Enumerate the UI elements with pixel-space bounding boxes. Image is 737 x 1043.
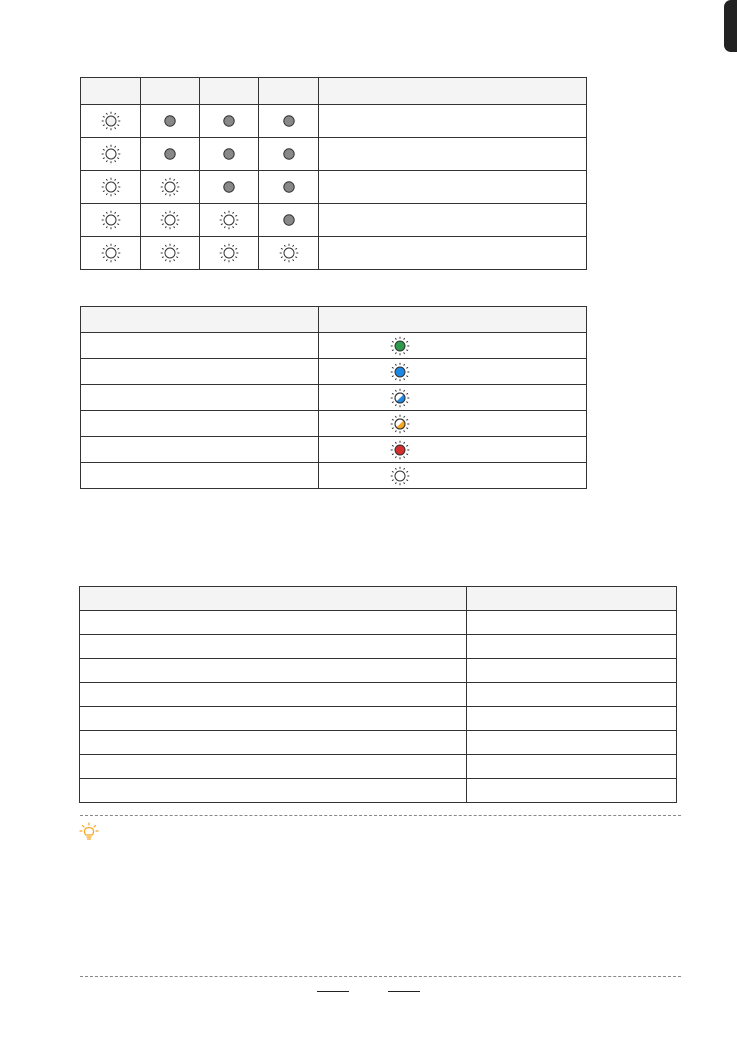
led-dim-on-icon [81,105,140,137]
led-cell [259,237,319,270]
header-cell [81,307,319,333]
table-cell [467,779,677,803]
row-label [319,237,587,270]
status-indicator-cell [319,333,587,359]
table-cell [80,635,467,659]
led-blue-white-icon [390,388,410,408]
header-cell [200,78,259,105]
led-off-icon [141,138,199,170]
table-cell [80,731,467,755]
table-row [80,635,677,659]
row-label [319,138,587,171]
table-row [81,359,587,385]
table-row [80,707,677,731]
status-table [80,306,587,489]
status-indicator-cell [319,437,587,463]
led-cell [141,138,200,171]
led-cell [200,105,259,138]
table-row [80,779,677,803]
led-off-icon [141,105,199,137]
table-cell [80,755,467,779]
table-cell [80,659,467,683]
side-tab-marker [724,0,737,52]
led-cell [200,204,259,237]
page-number-right [388,983,420,992]
table-row [80,659,677,683]
led-on-icon [141,204,199,236]
status-label [81,411,319,437]
table-row [80,611,677,635]
led-red-icon [390,440,410,460]
led-cell [259,138,319,171]
header-cell [319,78,587,105]
led-white-icon [390,466,410,486]
led-cell [141,204,200,237]
table-cell [80,707,467,731]
table-row [81,237,587,270]
led-on-icon [81,204,140,236]
header-cell [141,78,200,105]
status-label [81,359,319,385]
row-label [319,171,587,204]
table-cell [467,707,677,731]
led-off-icon [259,138,318,170]
table-row [81,171,587,204]
led-cell [81,138,141,171]
table-row [80,731,677,755]
table-cell [467,755,677,779]
led-cell [141,237,200,270]
led-on-icon [81,138,140,170]
row-label [319,105,587,138]
status-indicator-cell [319,463,587,489]
led-cell [141,171,200,204]
status-label [81,463,319,489]
led-cell [141,105,200,138]
led-on-icon [81,171,140,203]
header-cell [80,587,467,611]
table-cell [467,635,677,659]
table-cell [80,611,467,635]
table-row [80,683,677,707]
led-off-icon [200,171,258,203]
page-number-left [317,983,349,992]
status-label [81,437,319,463]
table-row [81,385,587,411]
table-header-row [81,78,587,105]
table-row [80,755,677,779]
led-cell [200,237,259,270]
table-cell [467,659,677,683]
row-label [319,204,587,237]
status-indicator-cell [319,385,587,411]
status-label [81,385,319,411]
led-off-icon [200,138,258,170]
table-row [81,138,587,171]
led-cell [81,237,141,270]
lightbulb-icon [79,822,99,840]
led-cell [81,204,141,237]
led-off-icon [259,171,318,203]
status-indicator-cell [319,359,587,385]
led-on-icon [141,171,199,203]
led-on-icon [81,237,140,269]
table-cell [467,611,677,635]
table-row [81,204,587,237]
led-on-icon [141,237,199,269]
table-row [81,411,587,437]
header-cell [467,587,677,611]
table-header-row [81,307,587,333]
led-off-icon [259,204,318,236]
tip-divider-top [80,815,681,816]
header-cell [81,78,141,105]
header-cell [259,78,319,105]
led-cell [81,171,141,204]
table-row [81,437,587,463]
led-level-table [80,77,587,270]
table-row [81,463,587,489]
table-cell [80,779,467,803]
led-blue-icon [390,362,410,382]
led-on-icon [200,204,258,236]
led-cell [259,171,319,204]
table-header-row [80,587,677,611]
spec-table [79,586,677,803]
header-cell [319,307,587,333]
led-cell [200,138,259,171]
led-orange-white-icon [390,414,410,434]
led-on-icon [200,237,258,269]
led-green-icon [390,336,410,356]
table-row [81,105,587,138]
led-cell [259,204,319,237]
led-cell [81,105,141,138]
table-row [81,333,587,359]
led-on-icon [259,237,318,269]
table-cell [467,683,677,707]
status-indicator-cell [319,411,587,437]
led-cell [259,105,319,138]
status-label [81,333,319,359]
table-cell [467,731,677,755]
led-off-icon [259,105,318,137]
led-off-icon [200,105,258,137]
table-cell [80,683,467,707]
led-cell [200,171,259,204]
footer-divider [80,976,681,977]
